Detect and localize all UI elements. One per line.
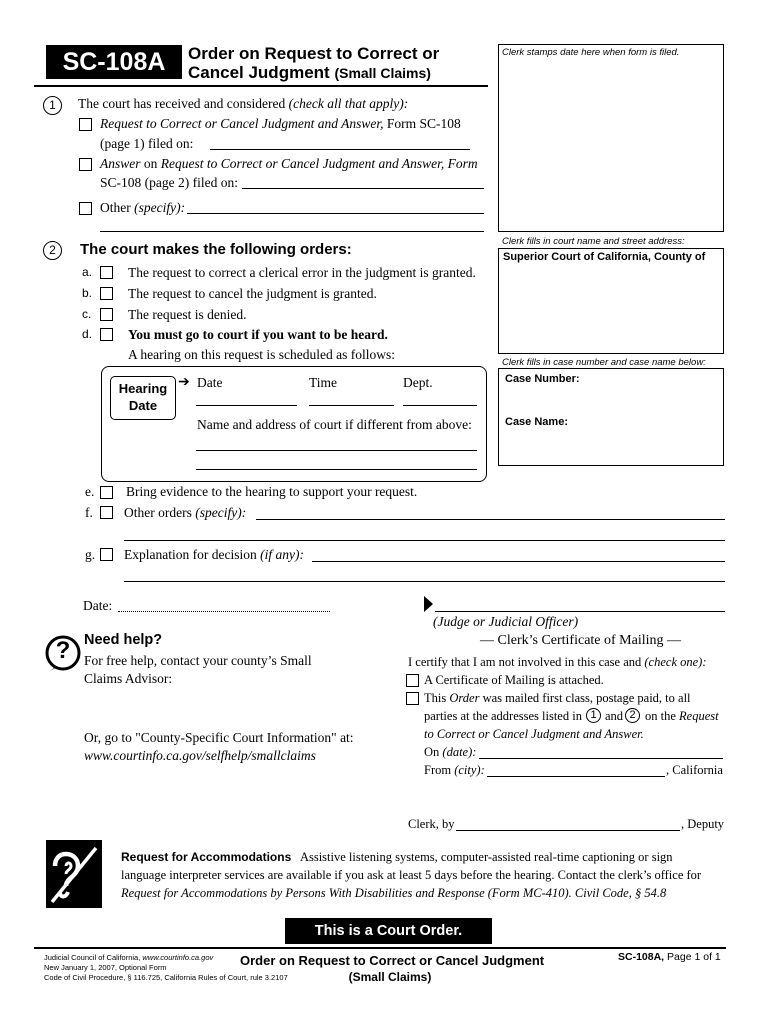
order-e-text: Bring evidence to the hearing to support your request. bbox=[126, 484, 418, 499]
arrow-right-icon: ➔ bbox=[178, 373, 190, 389]
court-address-field-1[interactable] bbox=[196, 450, 477, 451]
court-address-field-2[interactable] bbox=[196, 469, 477, 470]
s1-option-1-date-field[interactable] bbox=[210, 149, 470, 150]
form-title-line2: Cancel Judgment (Small Claims) bbox=[188, 63, 431, 82]
help-line-3: Or, go to "County-Specific Court Information" at: bbox=[84, 730, 354, 745]
s1-option-3-text: Other (specify): bbox=[100, 200, 186, 215]
s1-option-3-specify-field[interactable] bbox=[187, 213, 484, 214]
mailing-and: and bbox=[605, 709, 624, 723]
hearing-label-1: Hearing bbox=[118, 381, 168, 396]
order-b-checkbox[interactable] bbox=[100, 287, 113, 300]
s1-option-2-date-field[interactable] bbox=[242, 188, 484, 189]
clerk-stamp-label: Clerk stamps date here when form is filed. bbox=[502, 47, 680, 58]
judge-label: (Judge or Judicial Officer) bbox=[433, 614, 579, 629]
case-number-label: Case Number: bbox=[505, 373, 580, 385]
order-c-letter: c. bbox=[82, 307, 92, 321]
footer-left-3: Code of Civil Procedure, § 116.725, California Rules of Court, rule 3.2107 bbox=[44, 973, 288, 982]
order-e-letter: e. bbox=[85, 484, 95, 499]
mailing-on-date-label: On (date): bbox=[424, 745, 477, 759]
deputy-label: , Deputy bbox=[681, 817, 725, 831]
section-2-number: 2 bbox=[43, 241, 62, 260]
mailing-certify: I certify that I am not involved in this case and (check one): bbox=[408, 655, 707, 669]
mailing-option-2-text: This Order was mailed first class, postage paid, to all bbox=[424, 691, 691, 705]
section-1-intro: The court has received and considered (check all that apply): bbox=[78, 96, 409, 111]
accommodations-line-3: Request for Accommodations by Persons With Disabilities and Response (Form MC-410). Civil Code, § 54.8 bbox=[121, 886, 667, 900]
accommodations-line-2: language interpreter services are available if you ask at least 5 days before the hearing. Contact the clerk’s office for bbox=[121, 868, 702, 882]
order-d-checkbox[interactable] bbox=[100, 328, 113, 341]
date-field[interactable] bbox=[118, 611, 330, 612]
form-title-line1: Order on Request to Correct or bbox=[188, 44, 440, 63]
section-1-number: 1 bbox=[43, 96, 62, 115]
s1-option-1-text: Request to Correct or Cancel Judgment and Answer, Form SC-108 bbox=[100, 116, 461, 131]
case-info-label: Clerk fills in case number and case name below: bbox=[502, 357, 706, 368]
footer-center-title: Order on Request to Correct or Cancel Judgment bbox=[240, 953, 545, 968]
section-2-heading: The court makes the following orders: bbox=[80, 241, 352, 258]
mailing-option-1-checkbox[interactable] bbox=[406, 674, 419, 687]
hearing-dept-header: Dept. bbox=[403, 375, 433, 390]
clerk-signature-field[interactable] bbox=[456, 830, 680, 831]
mailing-city-field[interactable] bbox=[487, 776, 665, 777]
court-name-value: Superior Court of California, County of bbox=[503, 251, 706, 263]
order-a-checkbox[interactable] bbox=[100, 266, 113, 279]
footer-divider bbox=[34, 947, 726, 949]
date-label: Date: bbox=[83, 598, 113, 613]
order-g-letter: g. bbox=[85, 547, 96, 562]
mailing-option-2-checkbox[interactable] bbox=[406, 692, 419, 705]
help-question-mark: ? bbox=[55, 637, 71, 664]
hearing-dept-field[interactable] bbox=[403, 405, 477, 406]
order-f-checkbox[interactable] bbox=[100, 506, 113, 519]
header-divider bbox=[34, 85, 488, 87]
s1-option-3-specify-field-2[interactable] bbox=[100, 231, 484, 232]
order-d-text: You must go to court if you want to be heard. bbox=[128, 327, 388, 342]
mailing-title: — Clerk’s Certificate of Mailing — bbox=[480, 633, 682, 648]
hearing-time-header: Time bbox=[309, 375, 338, 390]
accommodations-line-1: Request for Accommodations Assistive listening systems, computer-assisted real-time captioning or sign bbox=[121, 850, 673, 864]
s1-option-1-filed: (page 1) filed on: bbox=[100, 136, 194, 151]
s1-option-2-filed: SC-108 (page 2) filed on: bbox=[100, 175, 238, 190]
footer-left-2: New January 1, 2007, Optional Form bbox=[44, 963, 167, 972]
hearing-label-2: Date bbox=[128, 398, 158, 413]
order-b-letter: b. bbox=[82, 286, 93, 300]
mailing-from-city-label: From (city): bbox=[424, 763, 485, 777]
case-name-label: Case Name: bbox=[505, 416, 568, 428]
order-g-checkbox[interactable] bbox=[100, 548, 113, 561]
order-a-letter: a. bbox=[82, 265, 93, 279]
hearing-date-field[interactable] bbox=[196, 405, 297, 406]
s1-option-3-checkbox[interactable] bbox=[79, 202, 92, 215]
order-g-text: Explanation for decision (if any): bbox=[124, 547, 304, 562]
judge-signature-field[interactable] bbox=[435, 611, 725, 612]
s1-option-2-text: Answer on Request to Correct or Cancel Judgment and Answer, Form bbox=[100, 156, 478, 171]
order-d-subtext: A hearing on this request is scheduled as follows: bbox=[128, 347, 395, 362]
clerk-by-label: Clerk, by bbox=[408, 817, 455, 831]
order-f-field-1[interactable] bbox=[256, 519, 725, 520]
order-c-checkbox[interactable] bbox=[100, 308, 113, 321]
mailing-california: , California bbox=[666, 763, 723, 777]
court-order-banner: This is a Court Order. bbox=[285, 918, 492, 944]
court-address-label: Name and address of court if different from above: bbox=[197, 417, 472, 432]
mailing-option-1-text: A Certificate of Mailing is attached. bbox=[424, 673, 604, 687]
hearing-time-field[interactable] bbox=[309, 405, 394, 406]
mailing-circle-2: 2 bbox=[625, 708, 640, 723]
order-f-text: Other orders (specify): bbox=[124, 505, 247, 520]
footer-center-subtitle: (Small Claims) bbox=[348, 970, 432, 984]
help-heading: Need help? bbox=[84, 632, 163, 648]
s1-option-1-checkbox[interactable] bbox=[79, 118, 92, 131]
order-b-text: The request to cancel the judgment is granted. bbox=[128, 286, 377, 301]
s1-option-2-checkbox[interactable] bbox=[79, 158, 92, 171]
mailing-date-field[interactable] bbox=[479, 758, 723, 759]
form-code: SC-108A bbox=[62, 48, 166, 76]
hearing-date-header: Date bbox=[197, 375, 223, 390]
order-f-field-2[interactable] bbox=[124, 540, 725, 541]
mailing-option-2-request: to Correct or Cancel Judgment and Answer. bbox=[424, 727, 644, 741]
order-d-letter: d. bbox=[82, 327, 93, 341]
clerk-stamp-box bbox=[498, 44, 724, 232]
order-c-text: The request is denied. bbox=[128, 307, 247, 322]
order-e-checkbox[interactable] bbox=[100, 486, 113, 499]
order-g-field-1[interactable] bbox=[312, 561, 725, 562]
hearing-assistance-icon bbox=[46, 840, 102, 908]
signature-arrow-icon bbox=[424, 596, 434, 612]
mailing-option-2-parties: parties at the addresses listed in bbox=[424, 709, 582, 723]
court-name-box[interactable] bbox=[498, 248, 724, 354]
mailing-on-the: on the Request bbox=[645, 709, 719, 723]
footer-left-1: Judicial Council of California, www.courtinfo.ca.gov bbox=[44, 953, 214, 962]
mailing-circle-1: 1 bbox=[586, 708, 601, 723]
order-f-letter: f. bbox=[85, 505, 93, 520]
footer-right: SC-108A, Page 1 of 1 bbox=[618, 951, 721, 963]
help-url-link[interactable]: www.courtinfo.ca.gov/selfhelp/smallclaims bbox=[84, 748, 316, 763]
order-a-text: The request to correct a clerical error in the judgment is granted. bbox=[128, 265, 476, 280]
order-g-field-2[interactable] bbox=[124, 581, 725, 582]
court-name-label: Clerk fills in court name and street address: bbox=[502, 236, 685, 247]
help-line-2: Claims Advisor: bbox=[84, 671, 173, 686]
help-line-1: For free help, contact your county’s Small bbox=[84, 653, 312, 668]
